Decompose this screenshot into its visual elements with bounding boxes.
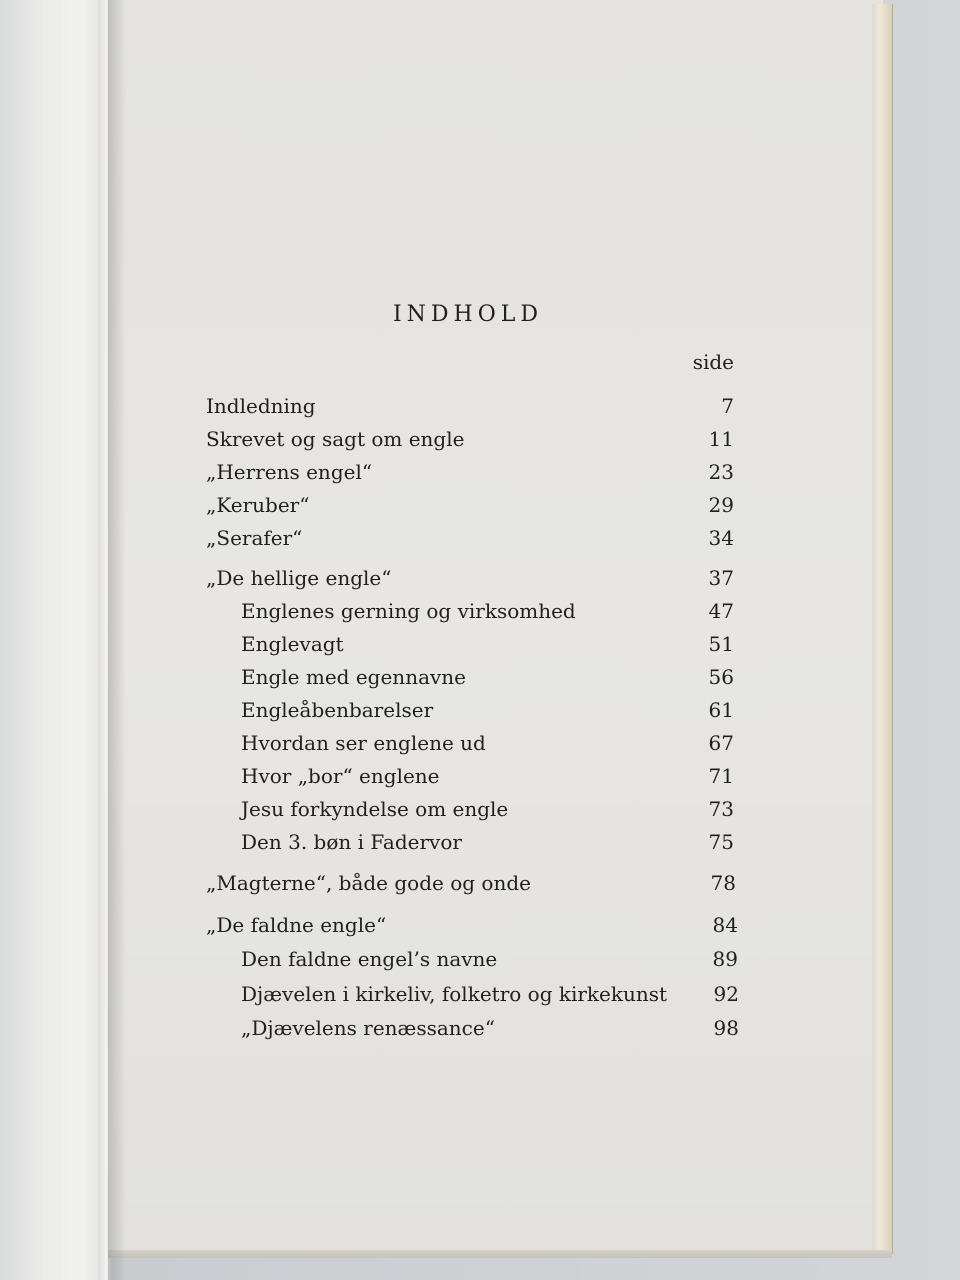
toc-entry <box>206 565 734 591</box>
toc-heading: INDHOLD <box>392 302 544 327</box>
toc-entry-title: Djævelen i kirkeliv, folketro og kirkekunst <box>241 982 668 1006</box>
toc-entry-page: 11 <box>708 427 734 451</box>
toc-entry <box>206 912 738 938</box>
toc-entry-page: 47 <box>708 599 734 623</box>
toc-entry-title: Hvordan ser englene ud <box>241 731 486 755</box>
page-column-label: side <box>692 350 734 374</box>
toc-entry <box>206 525 734 551</box>
toc-entry-title: Skrevet og sagt om engle <box>206 427 465 451</box>
toc-entry-title: Englevagt <box>241 632 344 656</box>
toc-entry-title: „Magterne“, både gode og onde <box>206 871 531 895</box>
toc-entry-title: Engleåbenbarelser <box>241 698 434 722</box>
toc-entry-title: „De hellige engle“ <box>206 566 392 590</box>
toc-entry-page: 92 <box>713 982 739 1006</box>
toc-entry <box>206 492 734 518</box>
toc-entry-page: 67 <box>708 731 734 755</box>
toc-entry-title: Den 3. bøn i Fadervor <box>241 830 462 854</box>
toc-subentry <box>241 1015 739 1041</box>
toc-entry-page: 78 <box>710 871 736 895</box>
toc-entry-title: „Serafer“ <box>206 526 303 550</box>
toc-entry-page: 37 <box>708 566 734 590</box>
toc-entry-page: 7 <box>721 394 734 418</box>
toc-entry-title: Indledning <box>206 394 316 418</box>
toc-entry-page: 84 <box>712 913 738 937</box>
toc-entry-page: 56 <box>708 665 734 689</box>
toc-entry <box>206 393 734 419</box>
toc-entry-title: Engle med egennavne <box>241 665 467 689</box>
toc-subentry <box>241 697 734 723</box>
toc-entry-page: 29 <box>708 493 734 517</box>
toc-entry-title: „De faldne engle“ <box>206 913 387 937</box>
toc-entry-title: „Djævelens renæssance“ <box>241 1016 495 1040</box>
toc-entry-title: „Keruber“ <box>206 493 310 517</box>
toc-subentry <box>241 981 739 1007</box>
toc-subentry <box>241 631 734 657</box>
toc-entry-page: 23 <box>708 460 734 484</box>
toc-entry <box>206 459 734 485</box>
toc-entry-title: Hvor „bor“ englene <box>241 764 440 788</box>
toc-subentry <box>241 946 738 972</box>
toc-entry <box>206 426 734 452</box>
toc-entry-title: Den faldne engel’s navne <box>241 947 498 971</box>
toc-subentry <box>241 763 734 789</box>
toc-subentry <box>241 796 734 822</box>
toc-entry-page: 71 <box>708 764 734 788</box>
toc-entry-title: Englenes gerning og virksomhed <box>241 599 576 623</box>
toc-entry-page: 98 <box>713 1016 739 1040</box>
toc-entry-title: „Herrens engel“ <box>206 460 373 484</box>
toc-subentry <box>241 598 734 624</box>
toc-entry-title: Jesu forkyndelse om engle <box>241 797 509 821</box>
toc-entry-page: 61 <box>708 698 734 722</box>
toc-entry <box>206 870 736 896</box>
toc-entry-page: 51 <box>708 632 734 656</box>
toc-entry-page: 73 <box>708 797 734 821</box>
toc-entry-page: 34 <box>708 526 734 550</box>
toc-entry-page: 75 <box>708 830 734 854</box>
toc-subentry <box>241 829 734 855</box>
toc-subentry <box>241 730 734 756</box>
toc-subentry <box>241 664 734 690</box>
toc-entry-page: 89 <box>712 947 738 971</box>
